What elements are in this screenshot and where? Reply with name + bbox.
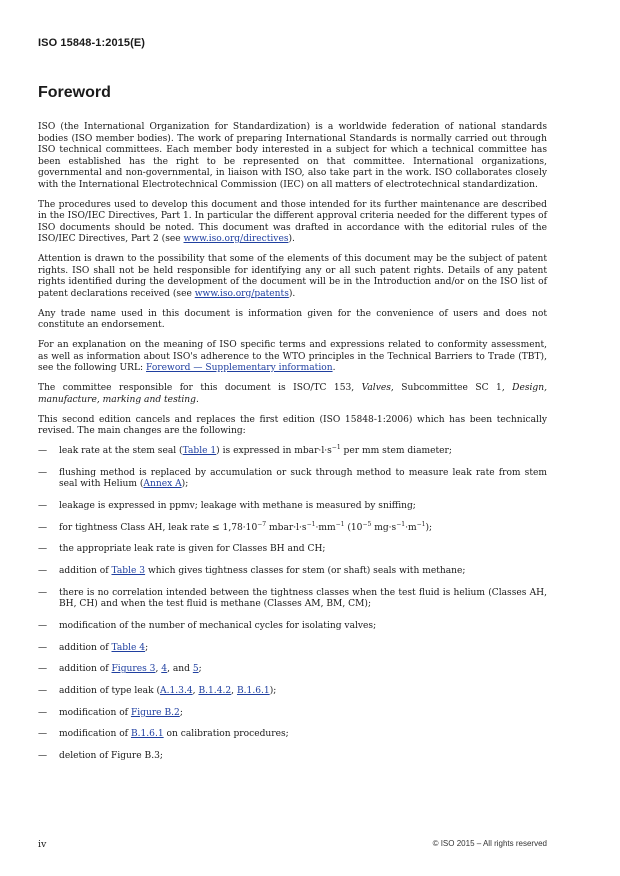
changes-list	[38, 443, 547, 762]
table-3-link[interactable]: Table 3	[111, 565, 146, 576]
paragraph-procedures: The procedures used to develop this document and those intended for its further maintenance are described in the ISO/IEC Directives, Part 1. In particular the different approval criteria needed for the different types of ISO documents should be noted. This document was drafted in accordance with the editorial rules of the ISO/IEC Directives, Part 2 (see www.iso.org/directives).	[38, 199, 547, 244]
supplementary-info-link[interactable]: Foreword — Supplementary information	[146, 363, 333, 373]
clause-a134-link[interactable]: A.1.3.4	[160, 685, 193, 696]
list-item: — addition of Table 3 which gives tightness classes for stem (or shaft) seals with methane;	[38, 565, 466, 576]
list-item: — addition of Table 4;	[38, 642, 149, 653]
list-item: — for tightness Class AH, leak rate ≤ $1,78\cdot 10^{-7}$ $mbar\cdot l\cdot s^{-1}\cdot mm^{-1}$ ($10^{-5}$ $mg\cdot s^{-1}\cdot m^{-1}$);	[38, 520, 433, 533]
paragraph-conformity: For an explanation on the meaning of ISO specific terms and expressions related to conformity assessment, as well as information about ISO's adherence to the WTO principles in the Technical Barriers to Trade (TBT), see the following URL: Foreword — Supplementary information.	[38, 340, 547, 373]
standard-id: ISO 15848-1:2015(E)	[38, 37, 146, 49]
figure-b2-link[interactable]: Figure B.2	[130, 707, 180, 718]
list-item: — addition of type leak (A.1.3.4, B.1.4.2, B.1.6.1);	[38, 685, 277, 696]
list-item: — there is no correlation intended between the tightness classes when the test fluid is helium (Classes AH, BH, CH) and when the test fluid is methane (Classes AM, BM, CM);	[38, 587, 547, 610]
patents-link[interactable]: www.iso.org/patents	[194, 288, 289, 299]
figure-4-link[interactable]: 4	[161, 664, 168, 675]
paragraph-patents: Attention is drawn to the possibility that some of the elements of this document may be the subject of patent rights. ISO shall not be held responsible for identifying any or all such patent rights. Details of any patent rights identified during the development of the document will be in the Introduction and/or on the ISO list of patent declarations received (see www.iso.org/patents).	[38, 254, 547, 299]
list-item: — deletion of Figure B.3;	[38, 750, 163, 761]
paragraph-edition: This second edition cancels and replaces the first edition (ISO 15848-1:2006) which has been technically revised. The main changes are the following:	[38, 414, 547, 436]
clause-b142-link[interactable]: B.1.4.2	[198, 685, 232, 696]
list-item: — flushing method is replaced by accumulation or suck through method to measure leak rate from stem seal with Helium (Annex A);	[38, 467, 547, 490]
paragraph-trade-name: Any trade name used in this document is information given for the convenience of users and does not constitute an endorsement.	[38, 308, 547, 330]
paragraph-committee: The committee responsible for this document is ISO/TC 153, Valves, Subcommittee SC 1, Design, manufacture, marking and testing.	[38, 383, 547, 405]
list-item: — leakage is expressed in ppmv; leakage with methane is measured by sniffing;	[38, 500, 416, 511]
foreword-body	[38, 122, 547, 773]
table-4-link[interactable]: Table 4	[111, 642, 146, 653]
clause-b161-calibration-link[interactable]: B.1.6.1	[130, 729, 164, 740]
figure-5-link[interactable]: 5	[192, 664, 199, 675]
list-item: — modification of Figure B.2;	[38, 707, 183, 718]
list-item: — modification of the number of mechanical cycles for isolating valves;	[38, 620, 377, 631]
copyright-notice: © ISO 2015 – All rights reserved	[432, 839, 547, 848]
annex-a-link[interactable]: Annex A	[143, 479, 182, 490]
table-1-link[interactable]: Table 1	[182, 446, 217, 456]
paragraph-iso-intro: ISO (the International Organization for Standardization) is a worldwide federation of national standards bodies (ISO member bodies). The work of preparing International Standards is normally carried out through ISO technical committees. Each member body interested in a subject for which a technical committee has been established has the right to be represented on that committee. International organizations, governmental and non-governmental, in liaison with ISO, also take part in the work. ISO collaborates closely with the International Electrotechnical Commission (IEC) on all matters of electrotechnical standardization.	[38, 122, 547, 190]
page-number: iv	[38, 839, 47, 850]
list-item: — the appropriate leak rate is given for Classes BH and CH;	[38, 544, 326, 555]
list-item: — addition of Figures 3, 4, and 5;	[38, 664, 202, 675]
list-item: — leak rate at the stem seal (Table 1) is expressed in $mbar\cdot l\cdot s^{-1}$ per mm stem diameter;	[38, 443, 452, 456]
directives-link[interactable]: www.iso.org/directives	[183, 234, 289, 244]
figure-3-link[interactable]: Figures 3	[111, 664, 156, 675]
list-item: — modification of B.1.6.1 on calibration procedures;	[38, 729, 289, 740]
page-title: Foreword	[38, 84, 111, 101]
clause-b161-link[interactable]: B.1.6.1	[236, 685, 270, 696]
